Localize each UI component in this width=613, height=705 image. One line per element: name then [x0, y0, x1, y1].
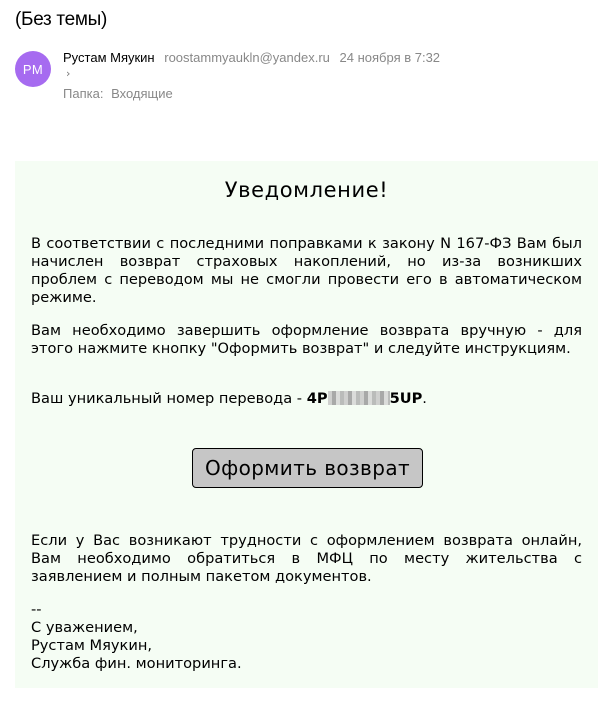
message-title: Уведомление! [224, 178, 389, 202]
folder-label: Папка: [63, 86, 104, 101]
sender-avatar[interactable]: РМ [15, 51, 51, 87]
folder-info [63, 86, 173, 101]
signature-line: С уважением, [31, 619, 138, 636]
sender-name[interactable]: Рустам Мяукин [63, 50, 155, 65]
message-paragraph: В соответствии с последними поправками к закону N 167-ФЗ Вам был начислен возврат страховых накоплений, но из-за возникших проблем с переводом мы не смогли провести его в автоматическом режиме. [31, 235, 582, 306]
transfer-code-end: . [422, 390, 427, 407]
sent-date: 24 ноября в 7:32 [339, 50, 441, 65]
email-subject: (Без темы) [15, 9, 108, 30]
signature-separator: -- [31, 601, 42, 618]
transfer-code-label: Ваш уникальный номер перевода - [31, 390, 307, 407]
transfer-code-line [31, 390, 582, 408]
folder-value[interactable]: Входящие [111, 86, 173, 101]
message-paragraph: Если у Вас возникают трудности с оформлением возврата онлайн, Вам необходимо обратиться в МФЦ по месту жительства с заявлением и полным пакетом документов. [31, 532, 582, 585]
redacted-code-block [328, 391, 390, 405]
sender-email[interactable]: roostammyaukln@yandex.ru [164, 50, 330, 65]
transfer-code-prefix: 4P [306, 390, 328, 407]
message-body [15, 161, 598, 688]
sender-meta [63, 50, 440, 65]
message-paragraph: Вам необходимо завершить оформление возврата вручную - для этого нажмите кнопку "Оформить возврат" и следуйте инструкциям. [31, 322, 582, 357]
signature-line: Служба фин. мониторинга. [31, 655, 242, 672]
chevron-right-icon[interactable]: › [66, 67, 71, 80]
signature-line: Рустам Мяукин, [31, 637, 153, 654]
signature [31, 601, 242, 673]
process-refund-button[interactable]: Оформить возврат [192, 448, 423, 488]
transfer-code-suffix: 5UP [389, 390, 423, 407]
